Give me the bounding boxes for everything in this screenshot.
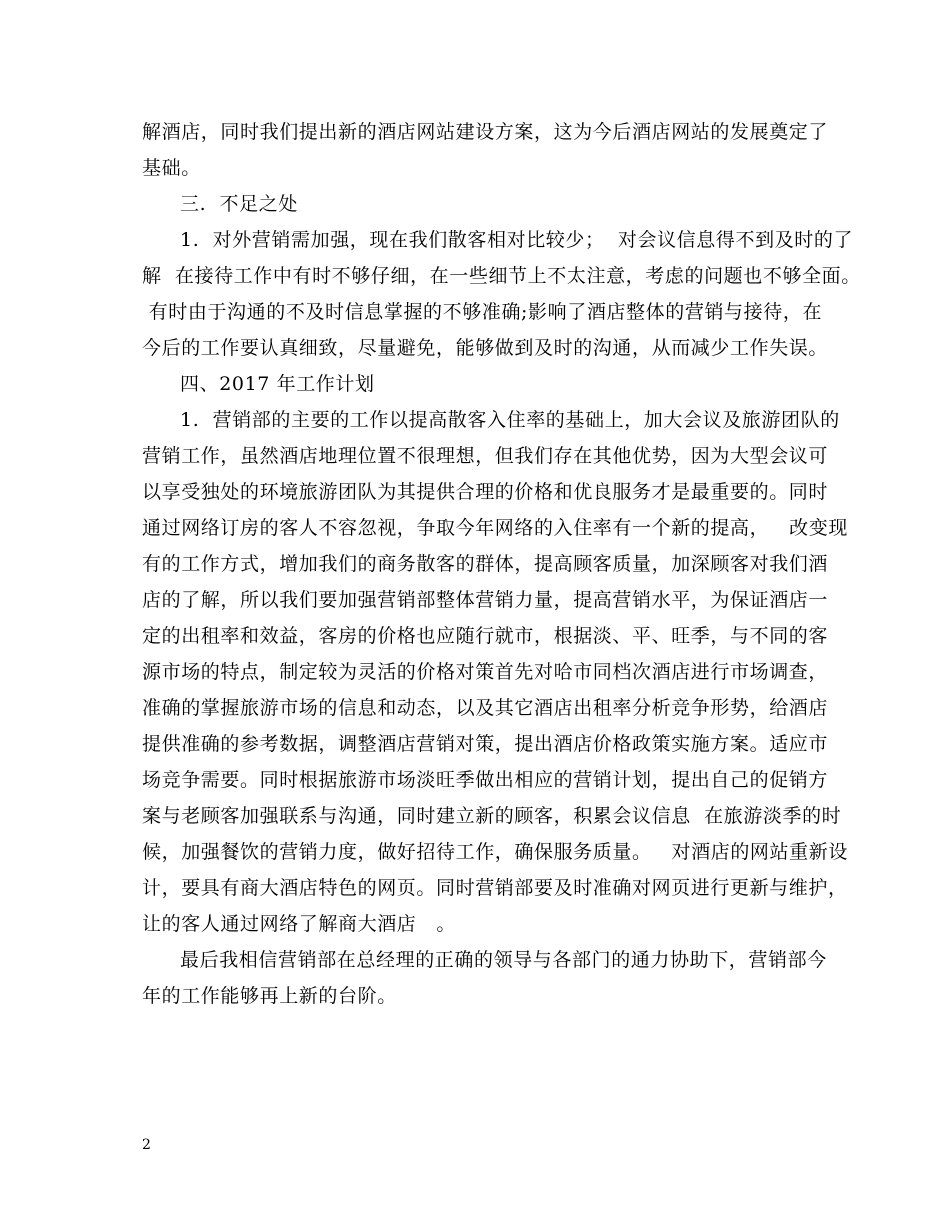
page-number: 2 <box>142 1137 151 1153</box>
body-text-line: 通过网络订房的客人不容忽视，争取今年网络的入住率有一个新的提高， 改变现 <box>142 517 848 539</box>
body-text-line: 准确的掌握旅游市场的信息和动态，以及其它酒店出租率分析竞争形势，给酒店 <box>142 697 829 719</box>
body-text-line: 计，要具有商大酒店特色的网页。同时营销部要及时准确对网页进行更新与维护， <box>142 877 848 899</box>
body-text-line: 店的了解，所以我们要加强营销部整体营销力量，提高营销水平，为保证酒店一 <box>142 589 829 611</box>
body-text-line: 候，加强餐饮的营销力度，做好招待工作，确保服务质量。 对酒店的网站重新设 <box>142 841 848 863</box>
body-text-line: 有的工作方式，增加我们的商务散客的群体，提高顾客质量，加深顾客对我们酒 <box>142 553 829 575</box>
section-heading: 三. 不足之处 <box>180 193 298 215</box>
body-text-line: 1. 营销部的主要的工作以提高散客入住率的基础上，加大会议及旅游团队的 <box>180 409 840 431</box>
body-text-line: 年的工作能够再上新的台阶。 <box>142 985 397 1007</box>
body-text-line: 1. 对外营销需加强，现在我们散客相对比较少； 对会议信息得不到及时的了 <box>180 229 854 251</box>
body-text-line: 案与老顾客加强联系与沟通，同时建立新的顾客，积累会议信息 在旅游淡季的时 <box>142 805 842 827</box>
body-text-line: 最后我相信营销部在总经理的正确的领导与各部门的通力协助下，营销部今 <box>180 949 827 971</box>
body-text-line: 场竞争需要。同时根据旅游市场淡旺季做出相应的营销计划，提出自己的促销方 <box>142 769 829 791</box>
body-text-line: 基础。 <box>142 157 201 179</box>
body-text-line: 让的客人通过网络了解商大酒店 。 <box>142 913 456 935</box>
body-text-line: 营销工作，虽然酒店地理位置不很理想，但我们存在其他优势，因为大型会议可 <box>142 445 829 467</box>
body-text-line: 源市场的特点，制定较为灵活的价格对策首先对哈市同档次酒店进行市场调查， <box>142 661 829 683</box>
body-text-line: 定的出租率和效益，客房的价格也应随行就市，根据淡、平、旺季，与不同的客 <box>142 625 829 647</box>
body-text-line: 有时由于沟通的不及时信息掌握的不够准确;影响了酒店整体的营销与接待，在 <box>142 301 823 323</box>
body-text-line: 以享受独处的环境旅游团队为其提供合理的价格和优良服务才是最重要的。同时 <box>142 481 829 503</box>
section-heading: 四、2017 年工作计划 <box>180 373 375 395</box>
body-text-line: 提供准确的参考数据，调整酒店营销对策，提出酒店价格政策实施方案。适应市 <box>142 733 829 755</box>
body-text-line: 解 在接待工作中有时不够仔细，在一些细节上不太注意，考虑的问题也不够全面。 <box>142 265 861 287</box>
body-text-line: 解酒店，同时我们提出新的酒店网站建设方案，这为今后酒店网站的发展奠定了 <box>142 121 829 143</box>
body-text-line: 今后的工作要认真细致，尽量避免，能够做到及时的沟通，从而减少工作失误。 <box>142 337 829 359</box>
